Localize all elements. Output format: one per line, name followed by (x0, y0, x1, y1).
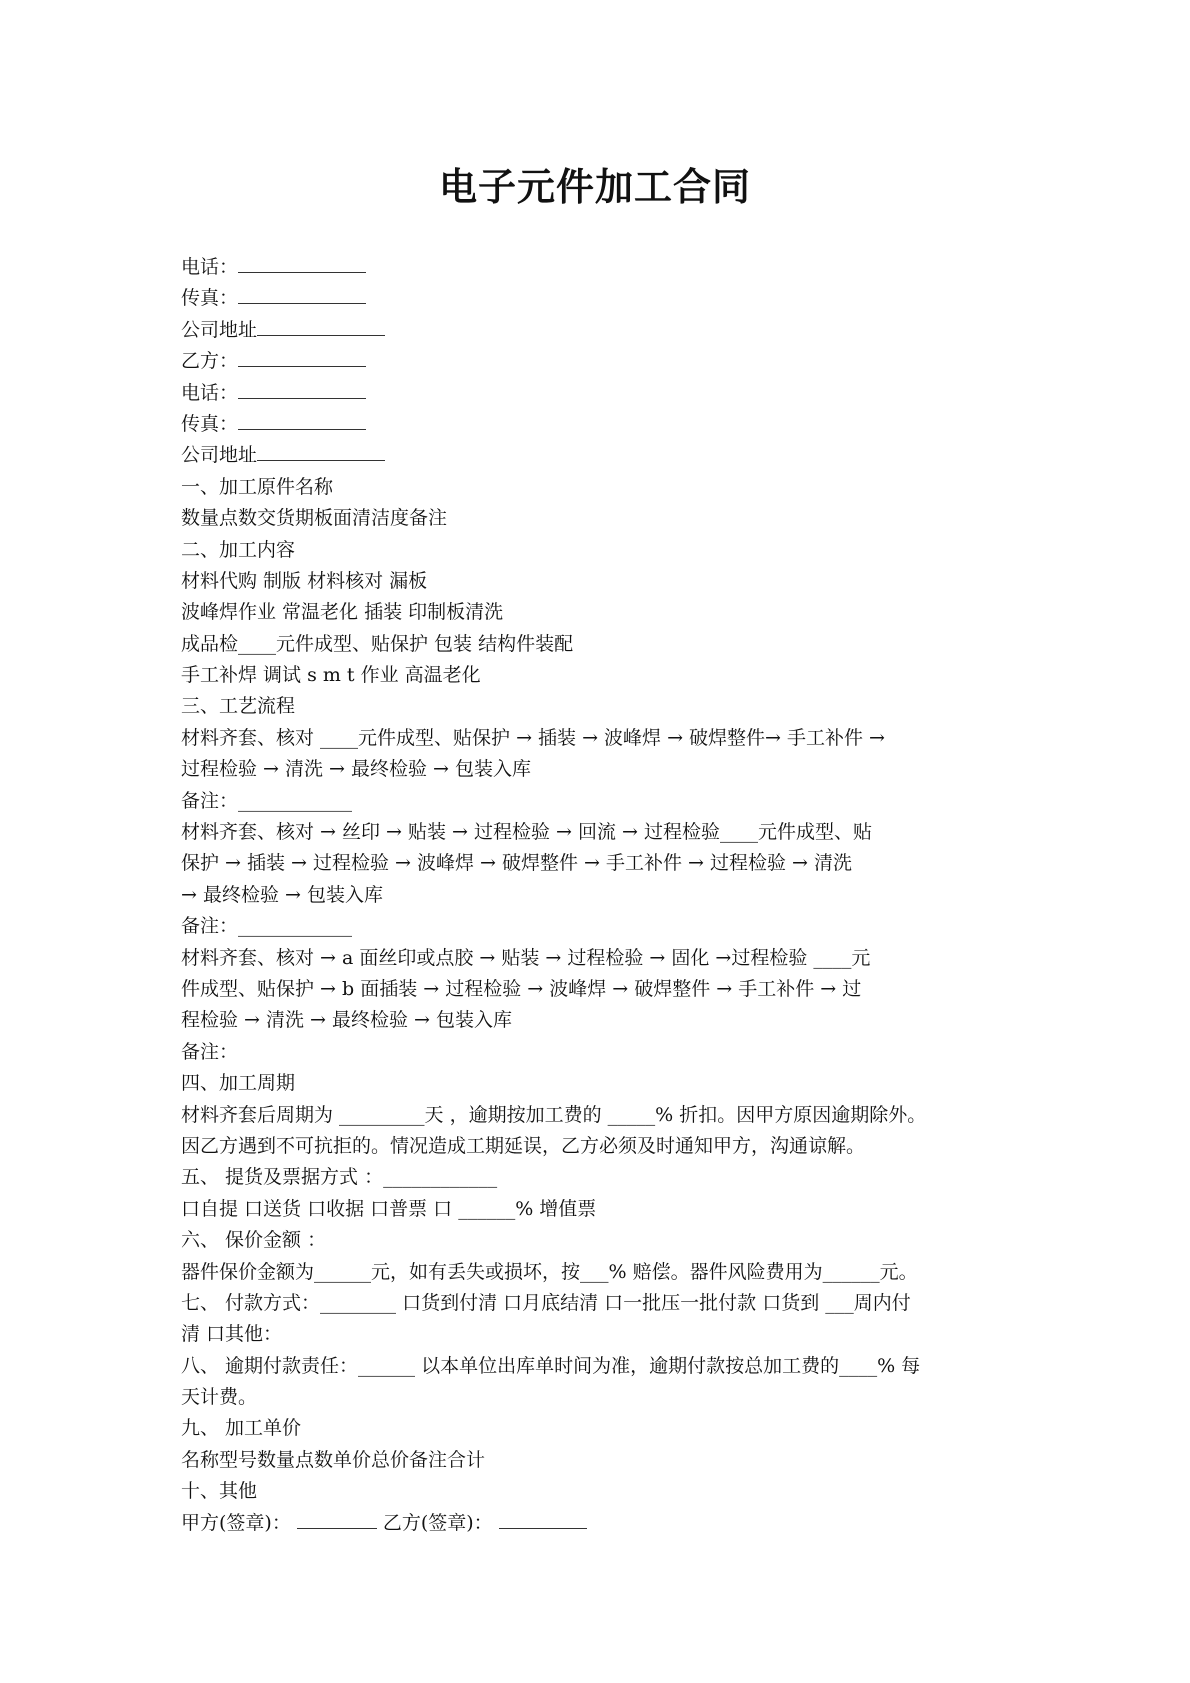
section-2-heading: 二、加工内容 (181, 538, 296, 561)
section-2-item: 手工补焊 调试 s m t 作业 高温老化 (181, 664, 481, 687)
flow-2-note: 备注：____________ (181, 915, 353, 938)
blank-field (238, 285, 366, 304)
section-8-text: 八、 逾期付款责任：______ 以本单位出库单时间为准，逾期付款按总加工费的____% 每 (181, 1354, 921, 1377)
section-7-text: 七、 付款方式：________ 口货到付清 口月底结清 口一批压一批付款 口货到 ___周内付 (181, 1291, 911, 1314)
party-a-phone (181, 252, 1017, 283)
blank-field (238, 348, 366, 367)
flow-3-line: 件成型、贴保护 → b 面插装 → 过程检验 → 波峰焊 → 破焊整件 → 手工补件 → 过 (181, 977, 862, 1000)
party-b-fax (181, 409, 1017, 440)
section-5-options: 口自提 口送货 口收据 口普票 口 ______% 增值票 (181, 1197, 597, 1220)
section-7-text: 清 口其他： (181, 1323, 283, 1346)
signature-row (181, 1508, 1017, 1539)
field-label: 传真： (181, 412, 239, 435)
flow-3-line: 程检验 → 清洗 → 最终检验 → 包装入库 (181, 1009, 512, 1032)
section-5-heading: 五、 提货及票据方式 ：____________ (181, 1166, 498, 1189)
field-label: 传真： (181, 287, 239, 310)
section-3-heading: 三、工艺流程 (181, 695, 296, 718)
section-1-text: 数量点数交货期板面清洁度备注 (181, 507, 448, 530)
section-2-item: 材料代购 制版 材料核对 漏板 (181, 569, 428, 592)
flow-1-line: 材料齐套、核对 ____元件成型、贴保护 → 插装 → 波峰焊 → 破焊整件→ 手工补件 → (181, 726, 885, 749)
field-label: 电话： (181, 381, 239, 404)
party-b-address (181, 440, 1017, 471)
page-title: 电子元件加工合同 (438, 164, 751, 209)
field-label: 公司地址 (181, 444, 258, 467)
flow-2-line: 保护 → 插装 → 过程检验 → 波峰焊 → 破焊整件 → 手工补件 → 过程检验 → 清洗 (181, 852, 852, 875)
field-label: 乙方： (181, 350, 239, 373)
document-body (181, 252, 1017, 1539)
party-b-phone (181, 378, 1017, 409)
section-10-heading: 十、其他 (181, 1480, 258, 1503)
blank-field (238, 254, 366, 273)
party-b (181, 346, 1017, 377)
section-9-heading: 九、 加工单价 (181, 1417, 302, 1440)
flow-1-line: 过程检验 → 清洗 → 最终检验 → 包装入库 (181, 758, 531, 781)
party-a-signature-blank (297, 1510, 377, 1529)
flow-2-line: → 最终检验 → 包装入库 (181, 883, 383, 906)
flow-1-note: 备注：____________ (181, 789, 353, 812)
flow-2-line: 材料齐套、核对 → 丝印 → 贴装 → 过程检验 → 回流 → 过程检验____元件成型、贴 (181, 821, 872, 844)
section-1-heading: 一、加工原件名称 (181, 475, 334, 498)
party-a-fax (181, 283, 1017, 314)
party-b-signature-blank (499, 1510, 587, 1529)
blank-field (257, 317, 385, 336)
blank-field (257, 442, 385, 461)
section-4-heading: 四、加工周期 (181, 1072, 296, 1095)
section-2-item: 成品检____元件成型、贴保护 包装 结构件装配 (181, 632, 574, 655)
section-6-heading: 六、 保价金额 ： (181, 1229, 327, 1252)
blank-field (238, 411, 366, 430)
field-label: 电话： (181, 256, 239, 278)
section-8-text: 天计费。 (181, 1386, 258, 1409)
section-4-text: 因乙方遇到不可抗拒的。情况造成工期延误，乙方必须及时通知甲方，沟通谅解。 (181, 1134, 866, 1157)
party-a-signature-label: 甲方(签章)： (181, 1511, 291, 1534)
section-9-text: 名称型号数量点数单价总价备注合计 (181, 1448, 486, 1471)
section-4-text: 材料齐套后周期为 _________天 ，逾期按加工费的 _____% 折扣。因甲方原因逾期除外。 (181, 1103, 927, 1126)
section-2-item: 波峰焊作业 常温老化 插装 印制板清洗 (181, 601, 504, 624)
party-a-address (181, 315, 1017, 346)
blank-field (238, 380, 366, 399)
field-label: 公司地址 (181, 318, 258, 341)
party-b-signature-label: 乙方(签章)： (382, 1511, 493, 1534)
section-6-text: 器件保价金额为______元，如有丢失或损坏，按___% 赔偿。器件风险费用为______元。 (181, 1260, 918, 1283)
flow-3-note: 备注： (181, 1040, 239, 1063)
flow-3-line: 材料齐套、核对 → a 面丝印或点胶 → 贴装 → 过程检验 → 固化 →过程检验 ____元 (181, 946, 871, 969)
